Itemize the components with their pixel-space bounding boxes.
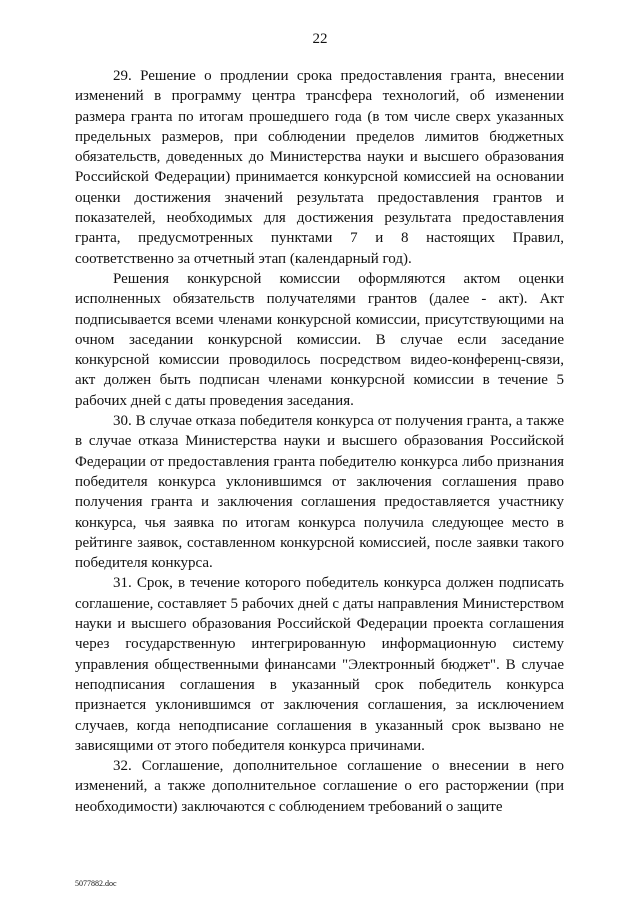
document-body xyxy=(75,66,564,817)
paragraph-acts: Решения конкурсной комиссии оформляются актом оценки исполненных обязательств получателями грантов (далее - акт). Акт подписывается всеми членами конкурсной комиссии, присутствующими на очном заседании конкурсной комиссии. В случае если заседание конкурсной комиссии проводилось посредством видео-конференц-связи, акт должен быть подписан членами конкурсной комиссии в течение 5 рабочих дней с даты проведения заседания. xyxy=(75,270,564,409)
page-number: 22 xyxy=(312,31,328,47)
document-file-name: 5077882.doc xyxy=(75,879,117,888)
paragraph-31: 31. Срок, в течение которого победитель конкурса должен подписать соглашение, составляет 5 рабочих дней с даты направления Министерством науки и высшего образования Российской Федерации проекта соглашения через государственную интегрированную информационную систему управления общественными финансами "Электронный бюджет". В случае неподписания соглашения в указанный срок победитель конкурса признается уклонившимся от заключения соглашения, за исключением случаев, когда неподписание соглашения в указанный срок вызвано не зависящими от этого победителя конкурса причинами. xyxy=(75,575,564,754)
paragraph-29: 29. Решение о продлении срока предоставления гранта, внесении изменений в программу центра трансфера технологий, об изменении размера гранта по итогам прошедшего года (в том числе сверх указанных предельных размеров, при соблюдении пределов лимитов бюджетных обязательств, доведенных до Министерства науки и высшего образования Российской Федерации) принимается конкурсной комиссией на основании оценки достижения значений результата предоставления грантов и показателей, необходимых для достижения результата предоставления гранта, предусмотренных пунктами 7 и 8 настоящих Правил, соответственно за отчетный этап (календарный год). xyxy=(75,68,564,267)
paragraph-30: 30. В случае отказа победителя конкурса от получения гранта, а также в случае отказа Министерства науки и высшего образования Российской Федерации от предоставления гранта победителю конкурса либо признания победителя конкурса уклонившимся от заключения соглашения право получения гранта и заключения соглашения предоставляется участнику конкурса, чья заявка по итогам конкурса получила следующее место в рейтинге заявок, составленном конкурсной комиссией, после заявки такого победителя конкурса. xyxy=(75,413,564,572)
paragraph-32: 32. Соглашение, дополнительное соглашение о внесении в него изменений, а также дополнительное соглашение о его расторжении (при необходимости) заключаются с соблюдением требований о защите xyxy=(75,758,564,815)
